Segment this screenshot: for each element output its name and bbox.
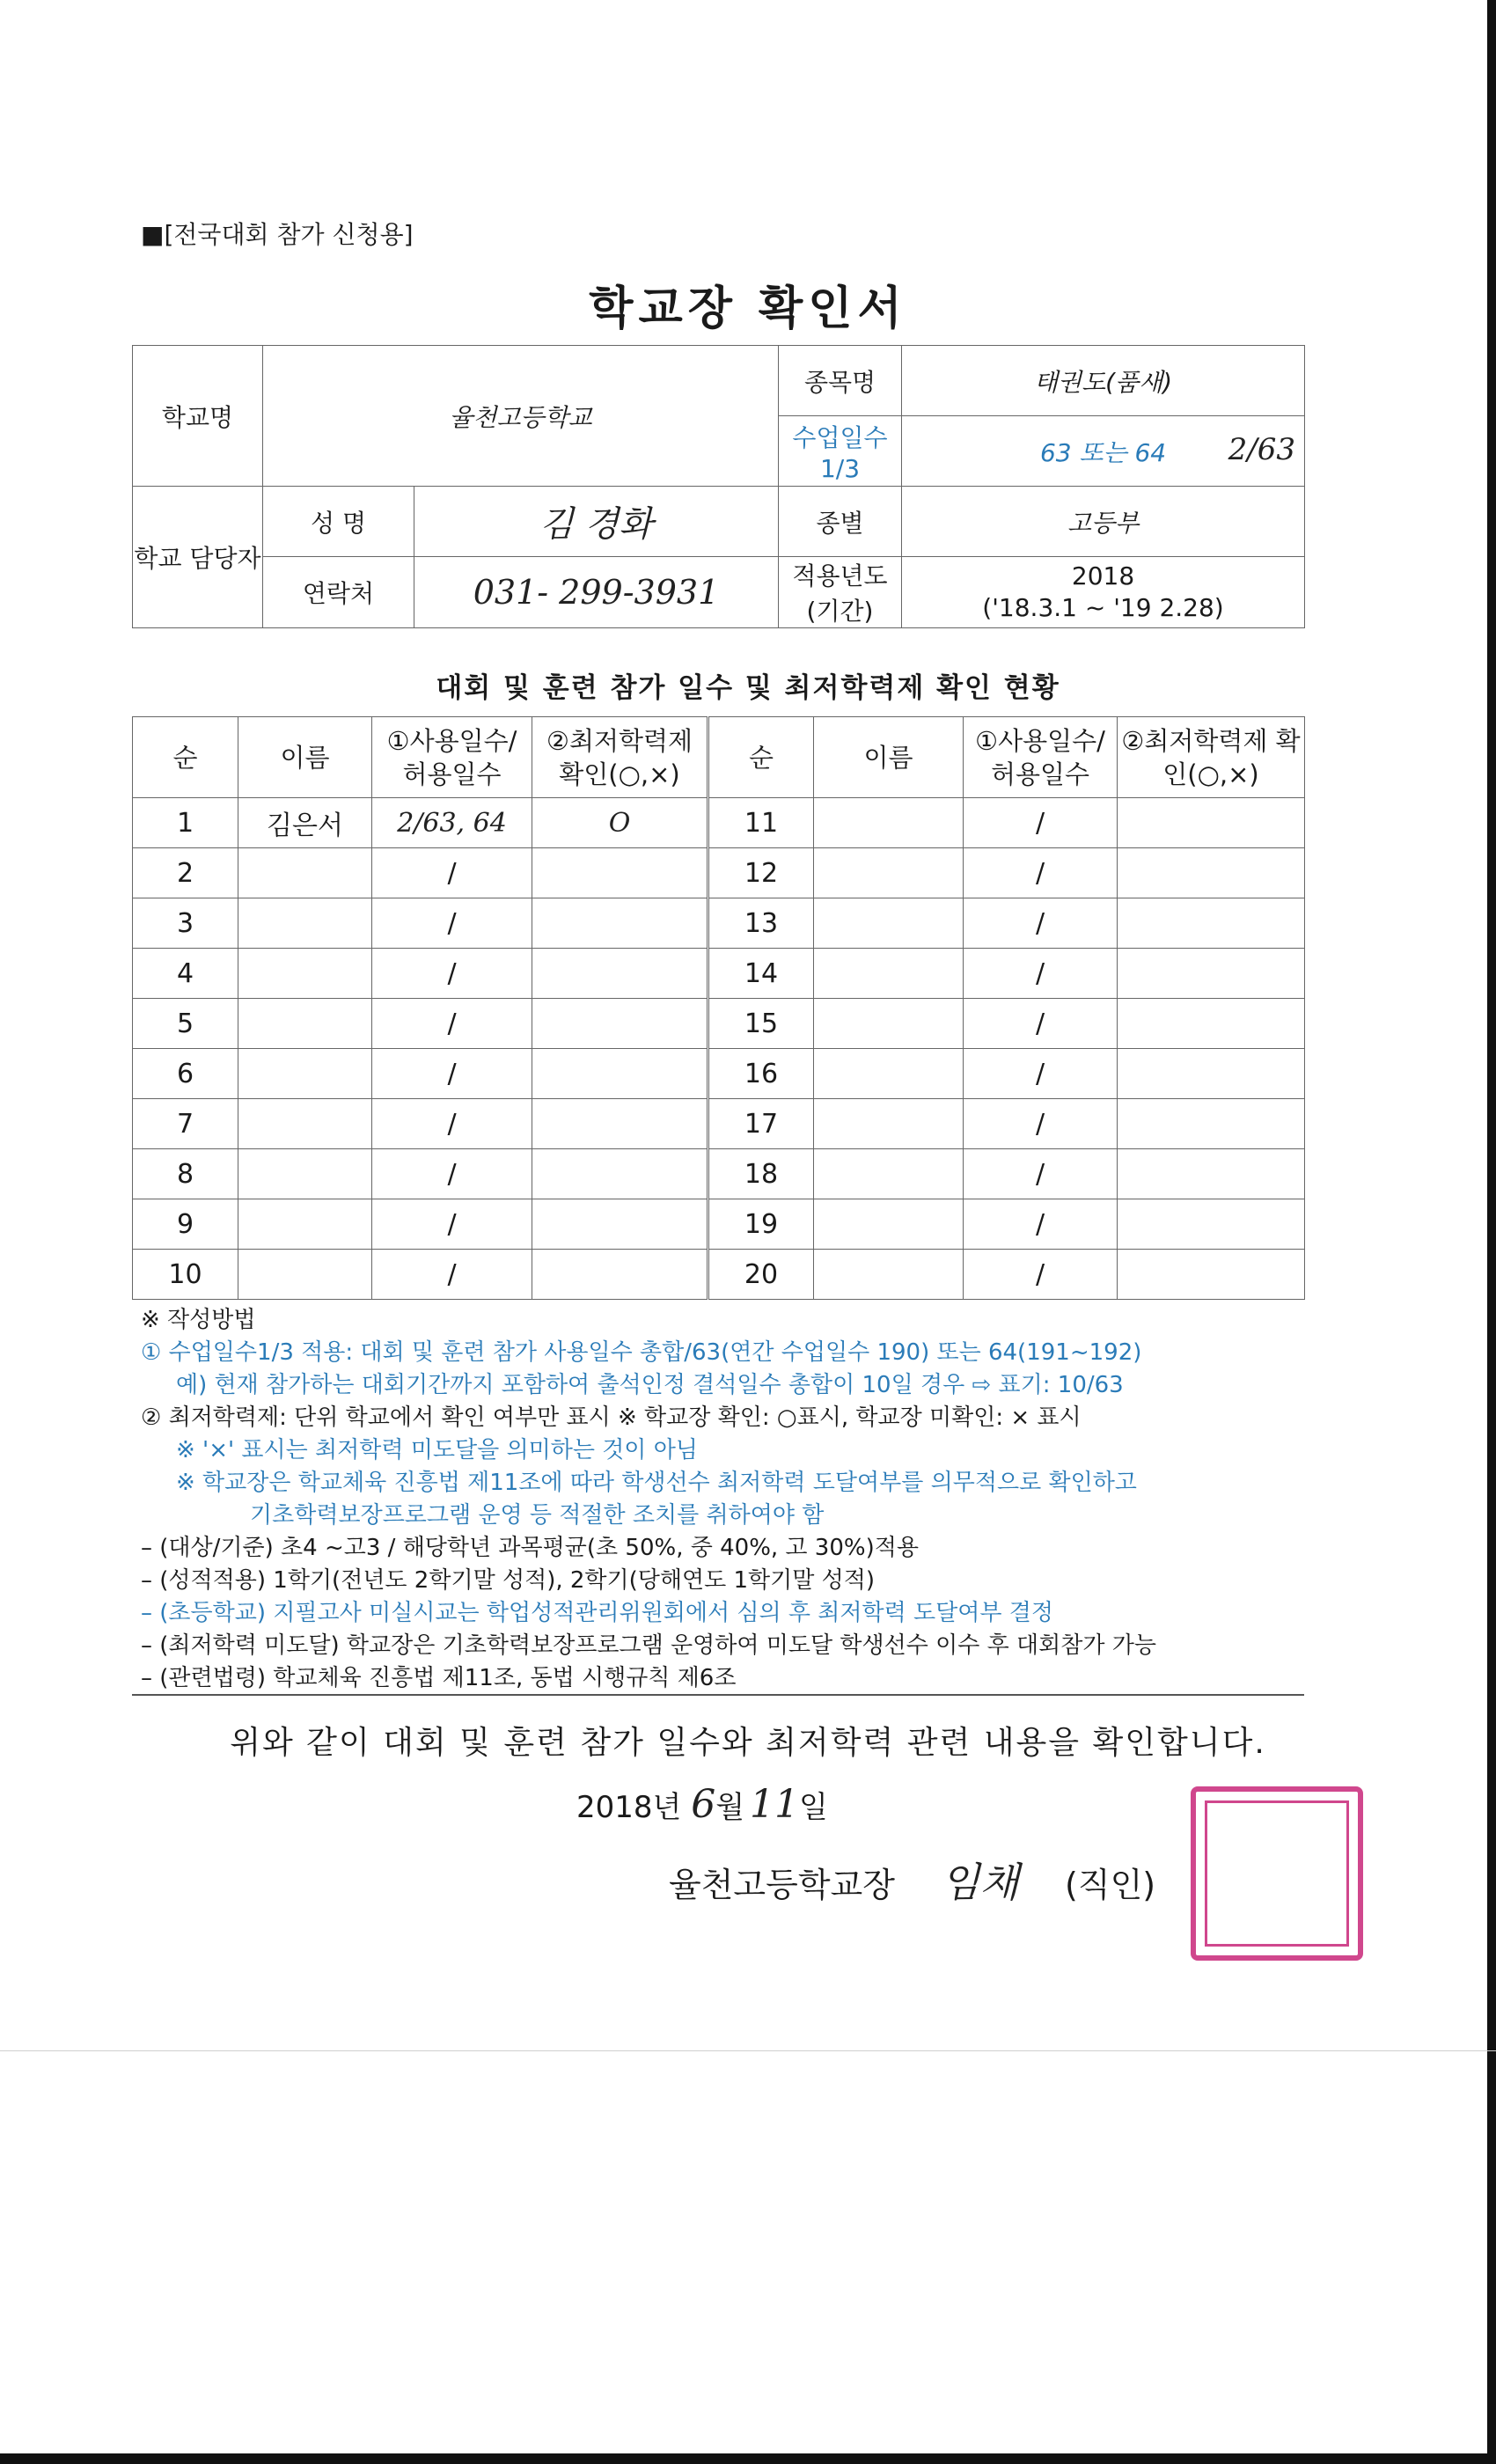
date-day: 11 [750,1782,800,1827]
status-table [132,716,1305,1300]
row-name [814,1149,964,1199]
row-name [814,949,964,999]
row-no: 4 [133,949,238,999]
principal-line [669,1851,1155,1909]
table-row [133,798,1305,848]
note-6: – (성적적용) 1학기(전년도 2학기말 성적), 2학기(당해연도 1학기말 성적) [141,1567,876,1594]
table-row [133,1250,1305,1300]
document-title: 학교장 확인서 [589,282,907,335]
event-value: 태권도(품새) [902,346,1305,416]
row-no: 10 [133,1250,238,1300]
principal-signature: 임채 [941,1859,1019,1906]
row-days: / [964,798,1118,848]
col-header-name: 이름 [238,717,372,798]
row-days: / [964,949,1118,999]
col-header-check: ②최저학력제 확인(○,×) [532,717,708,798]
table-row [133,949,1305,999]
row-name [238,949,372,999]
table-row [133,898,1305,949]
note-5: – (대상/기준) 초4 ~고3 / 해당학년 과목평균(초 50%, 중 40%, 고 30%)적용 [141,1535,919,1561]
row-days: / [964,999,1118,1049]
row-check [532,1099,708,1149]
class-days-label: 수업일수 1/3 [779,416,902,487]
class-days-handwritten: 2/63 [1228,432,1296,467]
table-row [133,848,1305,898]
note-2: ② 최저학력제: 단위 학교에서 확인 여부만 표시 ※ 학교장 확인: ○표시, 학교장 미확인: × 표시 [141,1404,1082,1431]
row-no: 15 [708,999,814,1049]
row-check [532,898,708,949]
row-check [532,1149,708,1199]
row-days: / [372,949,532,999]
division-label: 종별 [779,487,902,557]
row-name [238,898,372,949]
division-value: 고등부 [902,487,1305,557]
row-days: / [964,1199,1118,1250]
row-days: / [372,1049,532,1099]
row-check [532,1250,708,1300]
row-name [238,1099,372,1149]
row-check [1118,898,1305,949]
row-no: 2 [133,848,238,898]
row-no: 7 [133,1099,238,1149]
name-label: 성 명 [263,487,414,557]
col-header-no: 순 [708,717,814,798]
row-check [532,949,708,999]
row-check [532,1049,708,1099]
period-value: ('18.3.1 ~ '19 2.28) [982,593,1224,622]
row-check [532,1199,708,1250]
row-no: 14 [708,949,814,999]
principal-title: 율천고등학교장 [669,1866,895,1904]
date-month-unit: 월 [715,1790,745,1825]
row-no: 20 [708,1250,814,1300]
col-header-days: ①사용일수/ 허용일수 [964,717,1118,798]
info-table [132,345,1305,628]
table-row [133,1099,1305,1149]
note-1a: ① 수업일수1/3 적용: 대회 및 훈련 참가 사용일수 총합/63(연간 수업일수 190) 또는 64(191~192) [141,1339,1142,1366]
row-check [1118,949,1305,999]
row-name [238,999,372,1049]
col-header-name: 이름 [814,717,964,798]
col-header-check: ②최저학력제 확인(○,×) [1118,717,1305,798]
scan-edge-bottom [0,2453,1496,2464]
row-no: 18 [708,1149,814,1199]
row-days: 2/63, 64 [372,798,532,848]
date-month: 6 [691,1782,716,1827]
contact-label: 연락처 [263,557,414,628]
note-4a: ※ 학교장은 학교체육 진흥법 제11조에 따라 학생선수 최저학력 도달여부를 의무적으로 확인하고 [176,1470,1137,1496]
official-seal [1191,1786,1363,1961]
row-name [814,1250,964,1300]
row-no: 13 [708,898,814,949]
row-days: / [964,1099,1118,1149]
status-rows [133,798,1305,1300]
row-name [814,898,964,949]
class-days-value: 63 또는 64 [1039,437,1167,467]
row-no: 19 [708,1199,814,1250]
note-3: ※ '×' 표시는 최저학력 미도달을 의미하는 것이 아님 [176,1437,698,1463]
row-name [814,848,964,898]
row-no: 5 [133,999,238,1049]
row-no: 12 [708,848,814,898]
row-days: / [964,1049,1118,1099]
row-check [1118,1199,1305,1250]
confirmation-date [576,1782,828,1827]
year-value: 2018 [1071,561,1135,590]
row-days: / [372,848,532,898]
row-no: 17 [708,1099,814,1149]
form-category: ■[전국대회 참가 신청용] [141,220,414,249]
row-check [1118,1049,1305,1099]
date-year: 2018년 [576,1790,682,1825]
manager-label: 학교 담당자 [133,487,263,628]
date-day-unit: 일 [799,1790,828,1825]
year-label: 적용년도 (기간) [779,557,902,628]
row-days: / [372,898,532,949]
row-check [1118,848,1305,898]
row-no: 8 [133,1149,238,1199]
manager-name: 김 경화 [414,487,779,557]
confirmation-sentence: 위와 같이 대회 및 훈련 참가 일수와 최저학력 관련 내용을 확인합니다. [230,1725,1266,1761]
contact-value: 031- 299-3931 [414,557,779,628]
row-days: / [964,1149,1118,1199]
row-check [1118,999,1305,1049]
row-no: 16 [708,1049,814,1099]
row-name [814,999,964,1049]
school-name-label: 학교명 [133,346,263,487]
row-name [814,1099,964,1149]
note-9: – (관련법령) 학교체육 진흥법 제11조, 동법 시행규칙 제6조 [141,1665,737,1691]
table-row [133,1149,1305,1199]
scan-edge-right [1487,0,1496,2464]
notes-divider [132,1694,1304,1696]
row-name: 김은서 [238,798,372,848]
row-no: 9 [133,1199,238,1250]
notes-title: ※ 작성방법 [141,1307,256,1333]
status-heading: 대회 및 훈련 참가 일수 및 최저학력제 확인 현황 [436,672,1060,704]
row-name [814,1199,964,1250]
row-check [1118,798,1305,848]
row-no: 11 [708,798,814,848]
table-row [133,1049,1305,1099]
row-name [238,1250,372,1300]
row-check [532,848,708,898]
row-days: / [372,1250,532,1300]
row-no: 3 [133,898,238,949]
table-row [133,1199,1305,1250]
row-days: / [372,999,532,1049]
row-check [532,999,708,1049]
school-name: 율천고등학교 [263,346,779,487]
col-header-no: 순 [133,717,238,798]
note-4b: 기초학력보장프로그램 운영 등 적절한 조치를 취하여야 함 [250,1502,825,1529]
row-check [1118,1099,1305,1149]
row-no: 6 [133,1049,238,1099]
note-1b: 예) 현재 참가하는 대회기간까지 포함하여 출석인정 결석일수 총합이 10일 경우 ⇨ 표기: 10/63 [176,1372,1124,1398]
row-check [1118,1149,1305,1199]
row-days: / [372,1149,532,1199]
notes [141,1304,1320,1695]
seal-label: (직인) [1065,1866,1156,1904]
event-label: 종목명 [779,346,902,416]
row-name [238,1199,372,1250]
row-name [814,798,964,848]
paper-end-line [0,2050,1496,2051]
table-row [133,999,1305,1049]
row-days: / [372,1099,532,1149]
row-name [238,1149,372,1199]
row-days: / [372,1199,532,1250]
row-name [238,848,372,898]
note-8: – (최저학력 미도달) 학교장은 기초학력보장프로그램 운영하여 미도달 학생선수 이수 후 대회참가 가능 [141,1632,1156,1659]
row-name [238,1049,372,1099]
row-days: / [964,848,1118,898]
row-days: / [964,898,1118,949]
col-header-days: ①사용일수/ 허용일수 [372,717,532,798]
row-name [814,1049,964,1099]
row-no: 1 [133,798,238,848]
note-7: – (초등학교) 지필고사 미실시교는 학업성적관리위원회에서 심의 후 최저학력 도달여부 결정 [141,1600,1053,1626]
row-days: / [964,1250,1118,1300]
row-check [1118,1250,1305,1300]
row-check: O [532,798,708,848]
